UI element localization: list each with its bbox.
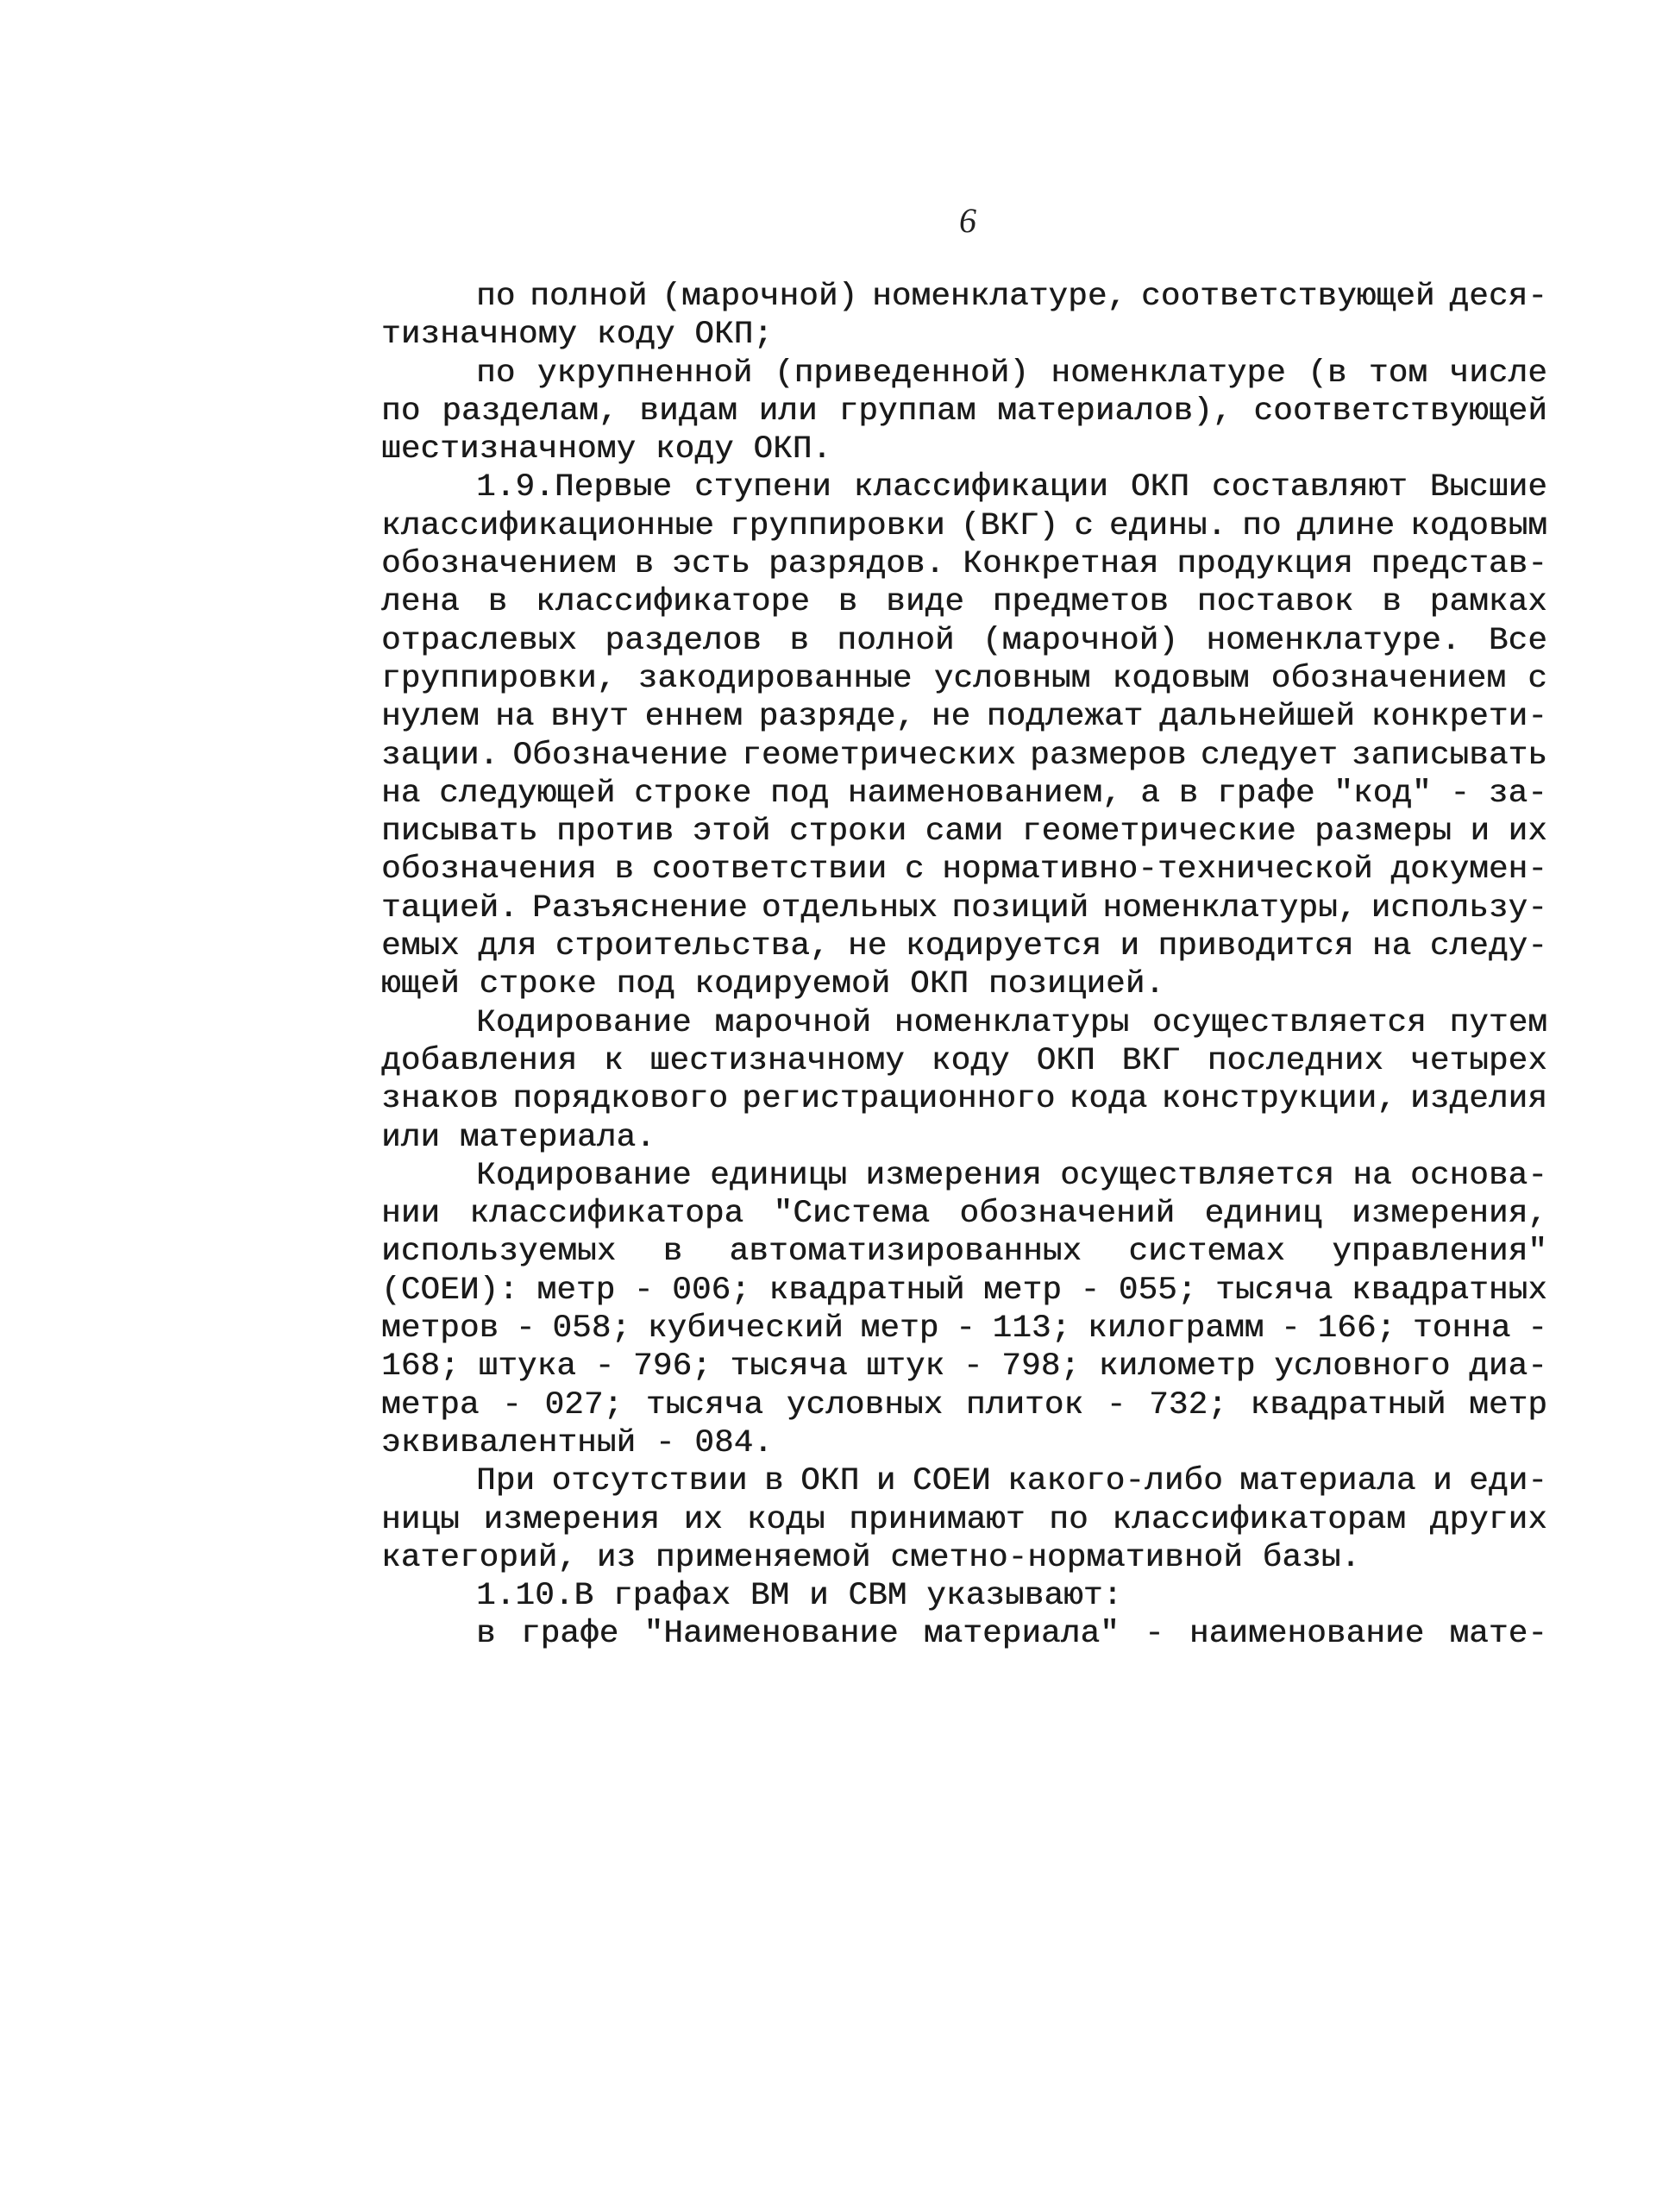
text-line: метра - 027; тысяча условных плиток - 732; квадратный метр: [381, 1386, 1547, 1423]
text-line: тизначному коду ОКП;: [381, 317, 774, 354]
text-line: обозначением в эсть разрядов. Конкретная продукция представ-: [381, 546, 1547, 583]
text-line: (СОЕИ): метр - 006; квадратный метр - 055; тысяча квадратных: [381, 1272, 1547, 1309]
document-body: [381, 278, 1547, 1654]
text-line: отраслевых разделов в полной (марочной) номенклатуре. Все: [381, 622, 1547, 659]
text-line: по укрупненной (приведенной) номенклатуре (в том числе: [476, 355, 1547, 392]
text-line: 1.10.В графах ВМ и СВМ указывают:: [476, 1578, 1123, 1615]
text-line: используемых в автоматизированных системах управления": [381, 1234, 1547, 1271]
text-line: нулем на внут еннем разряде, не подлежат дальнейшей конкрети-: [381, 699, 1547, 736]
text-line: метров - 058; кубический метр - 113; килограмм - 166; тонна -: [381, 1310, 1547, 1348]
text-line: категорий, из применяемой сметно-нормативной базы.: [381, 1539, 1361, 1576]
text-line: шестизначному коду ОКП.: [381, 431, 832, 468]
text-line: лена в классификаторе в виде предметов поставок в рамках: [381, 584, 1547, 621]
text-line: При отсутствии в ОКП и СОЕИ какого-либо материала и еди-: [476, 1463, 1547, 1500]
page-number: 6: [959, 201, 976, 240]
text-line: обозначения в соответствии с нормативно-технической докумен-: [381, 851, 1547, 889]
text-line: группировки, закодированные условным кодовым обозначением с: [381, 660, 1547, 697]
text-line: по полной (марочной) номенклатуре, соответствующей деся-: [476, 279, 1547, 315]
text-line: тацией. Разъяснение отдельных позиций номенклатуры, использу-: [381, 889, 1547, 927]
text-line: нии классификатора "Система обозначений единиц измерения,: [381, 1196, 1547, 1233]
text-line: Кодирование марочной номенклатуры осуществляется путем: [476, 1004, 1547, 1041]
text-line: емых для строительства, не кодируется и приводится на следу-: [381, 928, 1547, 965]
text-line: писывать против этой строки сами геометрические размеры и их: [381, 814, 1547, 851]
text-line: на следующей строке под наименованием, а в графе "код" - за-: [381, 775, 1547, 812]
text-line: по разделам, видам или группам материалов), соответствующей: [381, 393, 1547, 430]
text-line: классификационные группировки (ВКГ) с едины. по длине кодовым: [381, 507, 1547, 544]
text-line: 168; штука - 796; тысяча штук - 798; километр условного диа-: [381, 1348, 1547, 1386]
text-line: ющей строке под кодируемой ОКП позицией.: [381, 966, 1165, 1003]
text-line: добавления к шестизначному коду ОКП ВКГ последних четырех: [381, 1042, 1547, 1079]
text-line: или материала.: [381, 1119, 656, 1156]
text-line: в графе "Наименование материала" - наименование мате-: [476, 1616, 1547, 1653]
text-line: Кодирование единицы измерения осуществляется на основа-: [476, 1157, 1547, 1194]
text-line: 1.9.Первые ступени классификации ОКП составляют Высшие: [476, 469, 1547, 506]
text-line: ницы измерения их коды принимают по классификаторам других: [381, 1501, 1547, 1538]
text-line: знаков порядкового регистрационного кода конструкции, изделия: [381, 1081, 1547, 1118]
text-line: эквивалентный - 084.: [381, 1424, 774, 1461]
text-line: зации. Обозначение геометрических размеров следует записывать: [381, 737, 1547, 774]
